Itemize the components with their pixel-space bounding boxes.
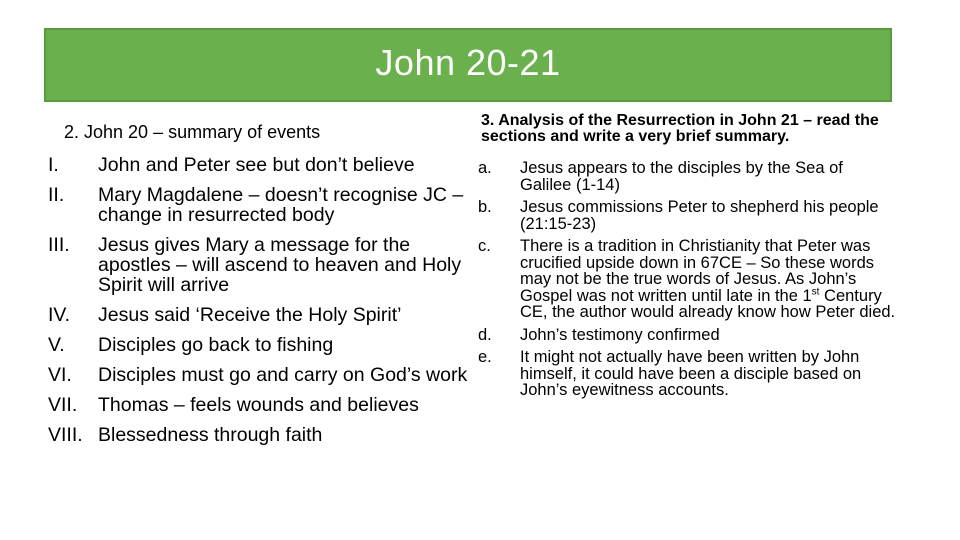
list-item xyxy=(48,395,468,415)
list-item-text: John’s testimony confirmed xyxy=(520,325,720,344)
list-item xyxy=(48,185,468,225)
list-item-number: VII. xyxy=(48,394,78,416)
john-20-events-list xyxy=(48,155,468,455)
list-item-number: I. xyxy=(48,154,59,176)
list-item-text: It might not actually have been written by John himself, it could have been a disciple based on John’s eyewitness accounts. xyxy=(520,348,862,399)
list-item-number: II. xyxy=(48,184,65,206)
superscript: st xyxy=(811,286,820,297)
right-section-heading: 3. Analysis of the Resurrection in John 21 – read the sections and write a very brief summary. xyxy=(481,112,879,145)
list-item xyxy=(478,349,898,399)
list-item xyxy=(48,335,468,355)
list-item-text-cont: Century CE, the author would already know how Peter died. xyxy=(520,286,896,321)
list-item-letter: b. xyxy=(478,198,492,216)
list-item-text: Blessedness through faith xyxy=(98,424,323,446)
list-item-number: VIII. xyxy=(48,424,83,446)
list-item xyxy=(478,238,898,321)
list-item xyxy=(478,160,898,193)
john-21-analysis-list xyxy=(478,160,898,405)
list-item-text: Jesus appears to the disciples by the Sea of Galilee (1-14) xyxy=(520,159,843,194)
list-item xyxy=(478,327,898,344)
list-item xyxy=(48,425,468,445)
list-item-number: VI. xyxy=(48,364,72,386)
list-item-letter: a. xyxy=(478,159,492,177)
list-item-letter: e. xyxy=(478,348,492,366)
list-item-text: John and Peter see but don’t believe xyxy=(98,154,415,176)
list-item-text: Jesus commissions Peter to shepherd his people (21:15-23) xyxy=(520,198,879,233)
list-item xyxy=(478,199,898,232)
list-item-letter: c. xyxy=(478,237,491,255)
left-section-heading: 2. John 20 – summary of events xyxy=(64,122,321,142)
list-item xyxy=(48,365,468,385)
list-item-letter: d. xyxy=(478,325,492,344)
list-item xyxy=(48,305,468,325)
list-item-number: V. xyxy=(48,334,65,356)
list-item-text: Jesus said ‘Receive the Holy Spirit’ xyxy=(98,304,402,326)
list-item-number: IV. xyxy=(48,304,71,326)
list-item-text: Mary Magdalene – doesn’t recognise JC –change in resurrected body xyxy=(98,184,464,226)
title-banner xyxy=(44,28,892,102)
list-item-text: Disciples go back to fishing xyxy=(98,334,334,356)
list-item-text: Thomas – feels wounds and believes xyxy=(98,394,419,416)
list-item-text: Disciples must go and carry on God’s work xyxy=(98,364,468,386)
list-item-number: III. xyxy=(48,234,70,256)
list-item-text: There is a tradition in Christianity that Peter was crucified upside down in 67CE – So these words may not be the true words of Jesus. As John’s Gospel was not written until late in the 1 xyxy=(520,237,875,305)
list-item xyxy=(48,155,468,175)
list-item-text: Jesus gives Mary a message for the apostles – will ascend to heaven and Holy Spirit will arrive xyxy=(98,234,462,296)
list-item xyxy=(48,235,468,295)
page-title: John 20-21 xyxy=(375,42,561,83)
